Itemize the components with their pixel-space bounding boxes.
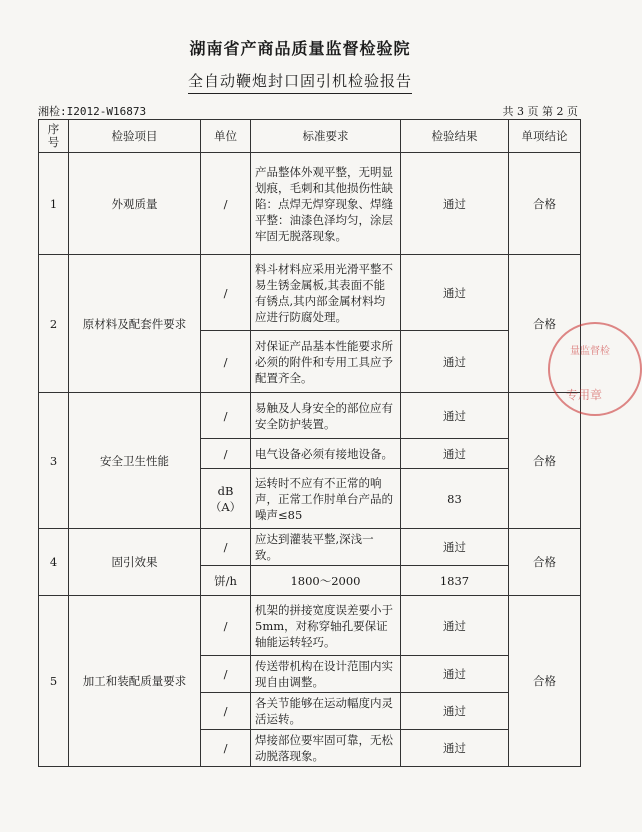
row-conclusion: 合格 — [509, 529, 581, 596]
col-conclusion: 单项结论 — [509, 120, 581, 153]
row-standard: 料斗材料应采用光滑平整不易生锈金属板,其表面不能有锈点,其内部金属材料均应进行防腐处理。 — [251, 255, 401, 331]
row-no: 4 — [39, 529, 69, 596]
table-header-row — [39, 120, 581, 153]
row-unit: / — [201, 529, 251, 566]
official-seal: 量监督检 专用章 — [548, 322, 642, 416]
row-conclusion: 合格 — [509, 255, 581, 393]
row-result: 1837 — [401, 566, 509, 596]
row-result: 通过 — [401, 596, 509, 656]
col-standard: 标准要求 — [251, 120, 401, 153]
row-no: 1 — [39, 153, 69, 255]
row-standard: 产品整体外观平整，无明显划痕，毛刺和其他损伤性缺陷：点焊无焊穿现象、焊缝平整：油漆色泽均匀，涂层牢固无脱落现象。 — [251, 153, 401, 255]
table-row — [39, 393, 581, 439]
row-unit: / — [201, 331, 251, 393]
row-standard: 运转时不应有不正常的响声，正常工作肘单台产品的噪声≤85 — [251, 469, 401, 529]
row-standard: 1800～2000 — [251, 566, 401, 596]
row-no: 2 — [39, 255, 69, 393]
table-row — [39, 529, 581, 566]
row-unit: / — [201, 596, 251, 656]
row-standard: 各关节能够在运动幅度内灵活运转。 — [251, 693, 401, 730]
row-unit: / — [201, 693, 251, 730]
row-no: 5 — [39, 596, 69, 767]
row-conclusion: 合格 — [509, 393, 581, 529]
row-result: 通过 — [401, 656, 509, 693]
col-no: 序号 — [39, 120, 69, 153]
row-unit: / — [201, 393, 251, 439]
row-unit: 饼/h — [201, 566, 251, 596]
row-result: 通过 — [401, 255, 509, 331]
table-row — [39, 153, 581, 255]
row-standard: 易触及人身安全的部位应有安全防护装置。 — [251, 393, 401, 439]
row-item: 加工和装配质量要求 — [69, 596, 201, 767]
row-standard: 电气设备必须有接地设备。 — [251, 439, 401, 469]
row-result: 通过 — [401, 693, 509, 730]
row-unit: / — [201, 439, 251, 469]
row-result: 通过 — [401, 730, 509, 767]
row-unit: / — [201, 656, 251, 693]
row-result: 83 — [401, 469, 509, 529]
row-unit: / — [201, 153, 251, 255]
report-number: 湘检:I2012-W16873 — [38, 105, 147, 118]
row-result: 通过 — [401, 153, 509, 255]
row-standard: 对保证产品基本性能要求所必须的附件和专用工具应予配置齐全。 — [251, 331, 401, 393]
row-result: 通过 — [401, 529, 509, 566]
row-result: 通过 — [401, 439, 509, 469]
row-unit: / — [201, 255, 251, 331]
row-item: 固引效果 — [69, 529, 201, 596]
row-conclusion: 合格 — [509, 153, 581, 255]
row-item: 原材料及配套件要求 — [69, 255, 201, 393]
row-unit: / — [201, 730, 251, 767]
row-standard: 应达到灌装平整,深浅一致。 — [251, 529, 401, 566]
row-standard: 机架的拼接宽度误差要小于5mm，对称穿轴孔要保证轴能运转轻巧。 — [251, 596, 401, 656]
table-row — [39, 255, 581, 331]
col-item: 检验项目 — [69, 120, 201, 153]
row-result: 通过 — [401, 393, 509, 439]
row-standard: 传送带机构在设计范围内实现自由调整。 — [251, 656, 401, 693]
row-unit: dB（A） — [201, 469, 251, 529]
row-item: 安全卫生性能 — [69, 393, 201, 529]
row-item: 外观质量 — [69, 153, 201, 255]
report-title: 全自动鞭炮封口固引机检验报告 — [0, 70, 600, 91]
row-standard: 焊接部位要牢固可靠，无松动脱落现象。 — [251, 730, 401, 767]
row-no: 3 — [39, 393, 69, 529]
row-conclusion: 合格 — [509, 596, 581, 767]
row-result: 通过 — [401, 331, 509, 393]
table-row — [39, 596, 581, 656]
inspection-table — [38, 119, 581, 767]
organization-name: 湖南省产商品质量监督检验院 — [189, 39, 411, 58]
page-info: 共 3 页 第 2 页 — [502, 105, 578, 118]
col-result: 检验结果 — [401, 120, 509, 153]
col-unit: 单位 — [201, 120, 251, 153]
